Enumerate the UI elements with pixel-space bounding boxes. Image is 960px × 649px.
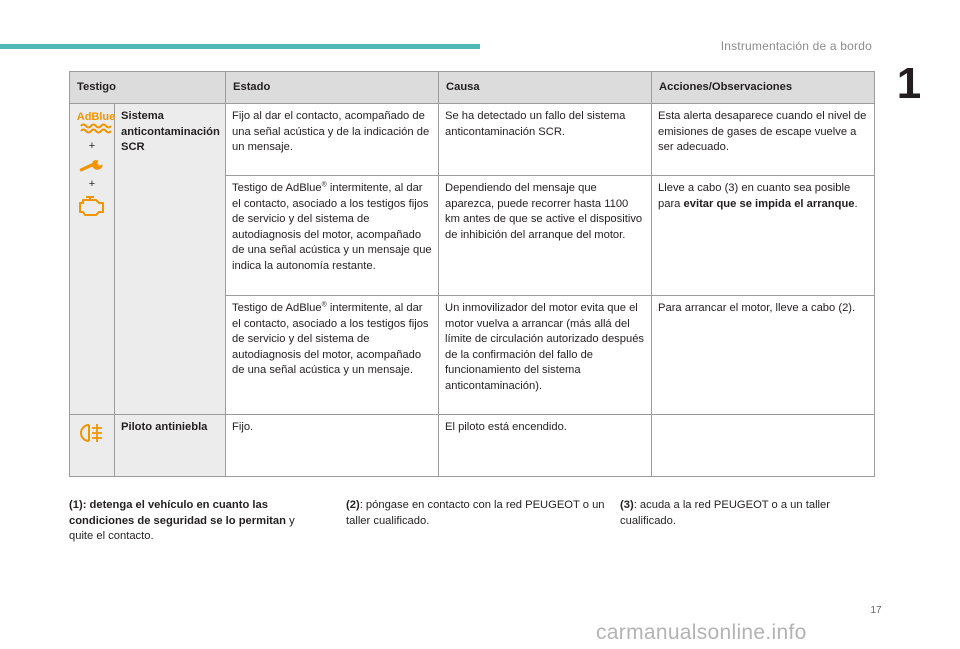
- warning-lights-table: [69, 71, 875, 477]
- engine-icon: [78, 194, 106, 216]
- acciones-cell: Para arrancar el motor, lleve a cabo (2).: [652, 296, 875, 415]
- watermark: carmanualsonline.info: [596, 621, 807, 644]
- scr-icons-cell: [70, 104, 115, 415]
- causa-cell: Un inmovilizador del motor evita que el motor vuelva a arrancar (más allá del límite de circulación autorizado después de la confirmación del fallo de funcionamiento del sistema anticontaminación).: [439, 296, 652, 415]
- causa-cell: Dependiendo del mensaje que aparezca, puede recorrer hasta 1100 km antes de que se active el dispositivo de inhibición del arranque del motor.: [439, 176, 652, 296]
- table-row: [70, 104, 875, 176]
- plus-sign: +: [88, 140, 96, 152]
- estado-cell: Testigo de AdBlue® intermitente, al dar el contacto, asociado a los testigos fijos de servicio y del sistema de autodiagnosis del motor, acompañado de una señal acústica y un mensaje.: [226, 296, 439, 415]
- rear-fog-light-icon: [77, 422, 107, 444]
- estado-cell: Testigo de AdBlue® intermitente, al dar el contacto, asociado a los testigos fijos de servicio y del sistema de autodiagnosis del motor, acompañado de una señal acústica y un mensaje que indica la autonomía restante.: [226, 176, 439, 296]
- section-title: Instrumentación de a bordo: [720, 39, 872, 53]
- footnote-2: (2): póngase en contacto con la red PEUGEOT o un taller cualificado.: [346, 499, 605, 527]
- column-header-testigo: Testigo: [70, 72, 226, 104]
- table-header-row: [70, 72, 875, 104]
- adblue-icon: [76, 109, 116, 135]
- plus-sign: +: [88, 178, 96, 190]
- adblue-logo-text: AdBlue: [76, 111, 116, 123]
- column-header-causa: Causa: [439, 72, 652, 104]
- acciones-cell: Lleve a cabo (3) en cuanto sea posible para evitar que se impida el arranque.: [652, 176, 875, 296]
- column-header-acciones: Acciones/Observaciones: [652, 72, 875, 104]
- chapter-number: 1: [896, 59, 922, 108]
- wrench-icon: [79, 156, 105, 173]
- acciones-cell: Esta alerta desaparece cuando el nivel de emisiones de gases de escape vuelve a ser adecuado.: [652, 104, 875, 176]
- scr-system-name: Sistema anticontaminación SCR: [115, 104, 226, 415]
- top-accent-bar: [0, 44, 480, 49]
- table-row: [70, 415, 875, 477]
- footnote-3: (3): acuda a la red PEUGEOT o a un taller cualificado.: [620, 499, 830, 527]
- column-header-estado: Estado: [226, 72, 439, 104]
- fog-icon-cell: [70, 415, 115, 477]
- estado-cell: Fijo al dar el contacto, acompañado de una señal acústica y de la indicación de un mensaje.: [226, 104, 439, 176]
- footnote-1: (1): detenga el vehículo en cuanto las condiciones de seguridad se lo permitan y quite el contacto.: [69, 499, 295, 542]
- estado-cell: Fijo.: [226, 415, 439, 477]
- page-number: 17: [870, 605, 882, 616]
- acciones-cell: [652, 415, 875, 477]
- fog-light-name: Piloto antiniebla: [115, 415, 226, 477]
- causa-cell: El piloto está encendido.: [439, 415, 652, 477]
- causa-cell: Se ha detectado un fallo del sistema anticontaminación SCR.: [439, 104, 652, 176]
